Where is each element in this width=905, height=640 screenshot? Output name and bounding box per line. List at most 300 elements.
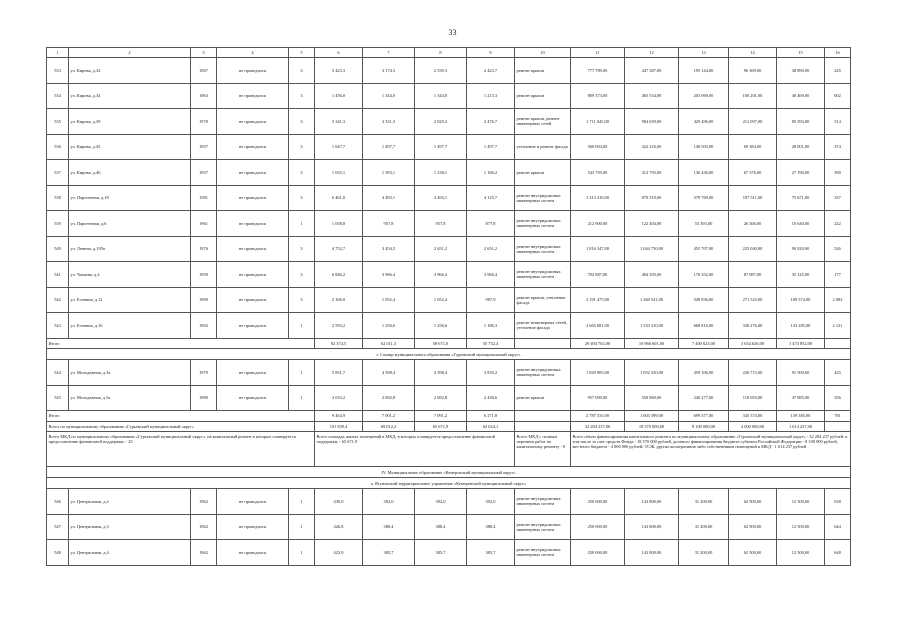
total-a8: 65 671,9 [415, 421, 467, 432]
local-cost: 62 500,00 [729, 540, 777, 566]
year-built: 1959 [191, 262, 217, 288]
total-cost: 957 690,00 [571, 385, 625, 411]
row-number: 537 [47, 160, 69, 186]
address: ул. Кирова, д.45 [69, 134, 191, 160]
column-number: 12 [625, 48, 679, 58]
summary-full-list: Всего МКД с полным перечнем работ по капитальному ремонту - 0 [515, 432, 571, 467]
owners-cost: 75 671,00 [777, 185, 825, 211]
cost-per-m2: 337 [825, 185, 851, 211]
repair-work-type: ремонт крыши [515, 83, 571, 109]
owners-cost: 85 593,00 [777, 109, 825, 135]
year-built: 1957 [191, 134, 217, 160]
area-9: 987,9 [467, 287, 515, 313]
fund-cost: 1 260 541,00 [625, 287, 679, 313]
fund-cost: 143 800,00 [625, 489, 679, 515]
area-9: 4 125,7 [467, 185, 515, 211]
total-a6: 9 464,9 [315, 411, 363, 422]
section-header [47, 349, 851, 360]
area-7: 388,4 [363, 514, 415, 540]
repair-work-type: ремонт крыши, утепление фасада [515, 287, 571, 313]
fund-cost: 1 533 310,00 [625, 313, 679, 339]
total-cost: 1 711 045,00 [571, 109, 625, 135]
section-title: а. Ягуновский территориальное управление «Кемеровский муниципальный округ» [47, 478, 851, 489]
area-8: 1 052,4 [415, 287, 467, 313]
area-8: 388,4 [415, 514, 467, 540]
year-built: 1978 [191, 109, 217, 135]
repair-status: не проводился [217, 185, 289, 211]
row-number: 542 [47, 287, 69, 313]
total-c13: 7 400 623,00 [679, 338, 729, 349]
table-row [47, 385, 851, 411]
section-header [47, 467, 851, 478]
address: ул. Парогенная, д.6 [69, 211, 191, 237]
local-cost: 100 201,00 [729, 83, 777, 109]
area-8: 1 256,6 [415, 313, 467, 339]
total-area: 1 647,7 [315, 134, 363, 160]
section-title: г. Салаир муниципального образования «Гурьевский муниципальный округ» [47, 349, 851, 360]
fund-cost: 465 534,00 [625, 83, 679, 109]
table-row [47, 514, 851, 540]
column-number: 5 [289, 48, 315, 58]
area-7: 2 692,8 [363, 385, 415, 411]
area-7: 1 497,7 [363, 134, 415, 160]
year-built: 1957 [191, 160, 217, 186]
floors: 1 [289, 514, 315, 540]
cost-per-m2: 602 [825, 83, 851, 109]
local-cost: 330 276,00 [729, 313, 777, 339]
area-9: 385,7 [467, 540, 515, 566]
total-area: 3 423,3 [315, 58, 363, 84]
area-8: 4 493,1 [415, 185, 467, 211]
floors: 3 [289, 134, 315, 160]
year-built: 1961 [191, 211, 217, 237]
area-9: 2 436,6 [467, 385, 515, 411]
total-cost: 2 191 475,00 [571, 287, 625, 313]
column-number-row [47, 48, 851, 58]
fund-cost: 143 800,00 [625, 540, 679, 566]
total-area: 2 166,0 [315, 287, 363, 313]
total-c12: 16 966 601,00 [625, 338, 679, 349]
address: ул. Ленина, д.195а [69, 236, 191, 262]
fund-cost: 447 387,00 [625, 58, 679, 84]
floors: 3 [289, 109, 315, 135]
subsection-header [47, 478, 851, 489]
local-cost: 62 500,00 [729, 514, 777, 540]
regional-cost: 455 707,00 [679, 236, 729, 262]
local-cost: 87 087,00 [729, 262, 777, 288]
local-cost: 118 659,00 [729, 385, 777, 411]
total-cost: 212 900,00 [571, 211, 625, 237]
table-row [47, 109, 851, 135]
area-8: 385,7 [415, 540, 467, 566]
repair-status: не проводился [217, 83, 289, 109]
column-number: 6 [315, 48, 363, 58]
area-8: 2 692,8 [415, 385, 467, 411]
floors: 1 [289, 540, 315, 566]
capital-repair-register-table [46, 47, 851, 566]
cost-per-m2: 222 [825, 211, 851, 237]
column-number: 10 [515, 48, 571, 58]
total-area: 1 058,8 [315, 211, 363, 237]
repair-status: не проводился [217, 287, 289, 313]
repair-status: не проводился [217, 313, 289, 339]
total-c13: 8 100 000,00 [679, 421, 729, 432]
owners-cost: 90 820,00 [777, 236, 825, 262]
table-row [47, 211, 851, 237]
total-empty-work [515, 421, 571, 432]
total-cost: 1 816 347,00 [571, 236, 625, 262]
total-c15: 139 385,00 [777, 411, 825, 422]
repair-work-type: ремонт внутридомовых инженерных систем [515, 540, 571, 566]
regional-cost: 176 352,00 [679, 262, 729, 288]
fund-cost: 312 793,00 [625, 160, 679, 186]
area-9: 1 497,7 [467, 134, 515, 160]
address: ул. Есенина, д.16 [69, 313, 191, 339]
total-cost: 560 004,00 [571, 134, 625, 160]
owners-cost: 12 500,00 [777, 489, 825, 515]
year-built: 1963 [191, 83, 217, 109]
total-row [47, 338, 851, 349]
total-cost: 1 313 410,00 [571, 185, 625, 211]
total-area: 423,9 [315, 540, 363, 566]
repair-work-type: ремонт внутридомовых инженерных систем [515, 236, 571, 262]
owners-cost: 35 145,00 [777, 262, 825, 288]
area-9: 392,0 [467, 489, 515, 515]
regional-cost: 379 769,00 [679, 185, 729, 211]
fund-cost: 143 800,00 [625, 514, 679, 540]
cost-per-m2: 2 082 [825, 287, 851, 313]
table-row [47, 489, 851, 515]
total-label: Итого [47, 411, 315, 422]
area-7: 392,0 [363, 489, 415, 515]
total-a8: 7 091,2 [415, 411, 467, 422]
repair-work-type: ремонт внутридомовых инженерных систем [515, 360, 571, 386]
year-built: 1979 [191, 360, 217, 386]
area-8: 2 539,3 [415, 58, 467, 84]
row-number: 545 [47, 385, 69, 411]
area-8: 957,8 [415, 211, 467, 237]
year-built: 1962 [191, 514, 217, 540]
total-c12: 1 603 399,00 [625, 411, 679, 422]
row-number: 540 [47, 236, 69, 262]
total-c11: 2 787 535,00 [571, 411, 625, 422]
total-cost: 2 665 681,00 [571, 313, 625, 339]
address: ул. Центральная, д.2 [69, 489, 191, 515]
area-9: 1 186,3 [467, 313, 515, 339]
total-c16: 781 [825, 411, 851, 422]
cost-per-m2: 245 [825, 58, 851, 84]
regional-cost: 240 277,00 [679, 385, 729, 411]
local-cost: 26 366,00 [729, 211, 777, 237]
cost-per-m2: 526 [825, 236, 851, 262]
total-a6: 92 374,5 [315, 338, 363, 349]
cost-per-m2: 648 [825, 540, 851, 566]
regional-cost: 459 106,00 [679, 360, 729, 386]
local-cost: 212 097,00 [729, 109, 777, 135]
area-9: 2 423,7 [467, 58, 515, 84]
total-area: 4 752,7 [315, 236, 363, 262]
row-number: 535 [47, 109, 69, 135]
area-9: 3 966,4 [467, 262, 515, 288]
repair-work-type: ремонт внутридомовых инженерных систем [515, 514, 571, 540]
row-number: 533 [47, 58, 69, 84]
total-area: 2 593,2 [315, 313, 363, 339]
local-cost: 62 500,00 [729, 489, 777, 515]
summary-area: Всего площадь жилых помещений в МКД, в которых планируется предоставление финансовой поддержки, - 65 671,9 [315, 432, 515, 467]
table-row [47, 262, 851, 288]
total-empty-work [515, 338, 571, 349]
address: ул. Кирова, д.39 [69, 109, 191, 135]
owners-cost: 27 190,00 [777, 160, 825, 186]
row-number: 539 [47, 211, 69, 237]
total-c16 [825, 421, 851, 432]
table-row [47, 313, 851, 339]
column-number: 8 [415, 48, 467, 58]
area-9: 3 835,2 [467, 360, 515, 386]
total-area: 5 831,7 [315, 360, 363, 386]
total-area: 426,8 [315, 514, 363, 540]
floors: 3 [289, 262, 315, 288]
address: ул. Кирова, д.32 [69, 58, 191, 84]
fund-cost: 984 659,00 [625, 109, 679, 135]
repair-status: не проводился [217, 58, 289, 84]
total-empty-work [515, 411, 571, 422]
repair-work-type: ремонт инженерных сетей, утепление фасада [515, 313, 571, 339]
floors: 1 [289, 385, 315, 411]
address: ул. Кирова, д.46 [69, 160, 191, 186]
regional-cost: 429 496,00 [679, 109, 729, 135]
local-cost: 187 511,00 [729, 185, 777, 211]
fund-cost: 122 404,00 [625, 211, 679, 237]
area-8: 3 966,4 [415, 262, 467, 288]
area-9: 2 476,7 [467, 109, 515, 135]
column-number: 7 [363, 48, 415, 58]
cost-per-m2: 644 [825, 514, 851, 540]
column-number: 3 [191, 48, 217, 58]
area-7: 3 966,4 [363, 262, 415, 288]
fund-cost: 550 869,00 [625, 385, 679, 411]
total-area: 430,0 [315, 489, 363, 515]
local-cost: 69 384,00 [729, 134, 777, 160]
total-cost: 250 000,00 [571, 540, 625, 566]
total-area: 1 635,1 [315, 160, 363, 186]
local-cost: 225 040,00 [729, 236, 777, 262]
total-a7: 69 012,2 [363, 421, 415, 432]
table-row [47, 360, 851, 386]
total-cost: 250 000,00 [571, 514, 625, 540]
table-row [47, 236, 851, 262]
municipality-total-row [47, 421, 851, 432]
column-number: 14 [729, 48, 777, 58]
owners-cost: 38 890,00 [777, 58, 825, 84]
area-8: 1 497,7 [415, 134, 467, 160]
total-c11: 29 494 702,00 [571, 338, 625, 349]
regional-cost: 136 436,00 [679, 160, 729, 186]
area-9: 877,8 [467, 211, 515, 237]
regional-cost: 53 393,00 [679, 211, 729, 237]
repair-status: не проводился [217, 160, 289, 186]
floors: 1 [289, 211, 315, 237]
column-number: 4 [217, 48, 289, 58]
regional-cost: 549 836,00 [679, 287, 729, 313]
total-c12: 18 570 000,00 [625, 421, 679, 432]
address: ул. Молодежная, д.5а [69, 385, 191, 411]
area-9: 388,4 [467, 514, 515, 540]
year-built: 1980 [191, 385, 217, 411]
total-a7: 7 001,2 [363, 411, 415, 422]
row-number: 541 [47, 262, 69, 288]
area-7: 1 256,6 [363, 313, 415, 339]
row-number: 536 [47, 134, 69, 160]
total-a7: 62 011,3 [363, 338, 415, 349]
total-label: Всего по муниципальному образованию «Гурьевский муниципальный округ» [47, 421, 315, 432]
repair-work-type: ремонт крыши, ремонт инженерных сетей [515, 109, 571, 135]
table-row [47, 58, 851, 84]
total-cost: 809 373,00 [571, 83, 625, 109]
floors: 3 [289, 58, 315, 84]
repair-status: не проводился [217, 385, 289, 411]
table-row [47, 160, 851, 186]
floors: 1 [289, 489, 315, 515]
repair-work-type: ремонт внутридомовых инженерных систем [515, 185, 571, 211]
row-number: 548 [47, 540, 69, 566]
fund-cost: 1 052 530,00 [625, 360, 679, 386]
page-number: 33 [448, 28, 457, 37]
total-cost: 543 795,00 [571, 160, 625, 186]
local-cost: 271 523,00 [729, 287, 777, 313]
area-9: 1 186,2 [467, 160, 515, 186]
row-number: 543 [47, 313, 69, 339]
repair-status: не проводился [217, 360, 289, 386]
total-a8: 58 671,0 [415, 338, 467, 349]
total-c16 [825, 338, 851, 349]
repair-work-type: ремонт внутридомовых инженерных систем [515, 211, 571, 237]
owners-cost: 109 574,00 [777, 287, 825, 313]
total-c13: 699 377,00 [679, 411, 729, 422]
year-built: 1962 [191, 489, 217, 515]
row-number: 538 [47, 185, 69, 211]
address: ул. Чапаева, д.4 [69, 262, 191, 288]
cost-per-m2: 374 [825, 134, 851, 160]
address: ул. Есенина, д.12 [69, 287, 191, 313]
column-number: 11 [571, 48, 625, 58]
address: ул. Центральная, д.4 [69, 540, 191, 566]
address: ул. Кирова, д.34 [69, 83, 191, 109]
area-8: 1 238,1 [415, 160, 467, 186]
address: ул. Молодежная, д.3а [69, 360, 191, 386]
area-7: 4 398,4 [363, 360, 415, 386]
year-built: 1992 [191, 313, 217, 339]
area-8: 1 344,0 [415, 83, 467, 109]
total-c14: 3 654 626,00 [729, 338, 777, 349]
year-built: 1962 [191, 540, 217, 566]
total-cost: 250 000,00 [571, 489, 625, 515]
repair-work-type: ремонт крыши [515, 385, 571, 411]
total-area: 1 456,0 [315, 83, 363, 109]
table-row [47, 185, 851, 211]
cost-per-m2: 514 [825, 109, 851, 135]
fund-cost: 870 519,00 [625, 185, 679, 211]
area-7: 957,8 [363, 211, 415, 237]
section-title: IV. Муниципальное образование «Кемеровский муниципальный округ» [47, 467, 851, 478]
repair-work-type: ремонт внутридомовых инженерных систем [515, 489, 571, 515]
regional-cost: 31 200,00 [679, 514, 729, 540]
total-c14: 345 374,00 [729, 411, 777, 422]
owners-cost: 12 500,00 [777, 514, 825, 540]
floors: 3 [289, 236, 315, 262]
area-7: 3 331,3 [363, 109, 415, 135]
area-7: 4 493,1 [363, 185, 415, 211]
total-area: 6 846,2 [315, 262, 363, 288]
repair-status: не проводился [217, 262, 289, 288]
repair-status: не проводился [217, 514, 289, 540]
total-c11: 32 284 237,00 [571, 421, 625, 432]
table-row [47, 287, 851, 313]
total-a9: 55 752,4 [467, 338, 515, 349]
total-label: Итого [47, 338, 315, 349]
total-area: 6 461,0 [315, 185, 363, 211]
owners-cost: 91 500,00 [777, 360, 825, 386]
row-number: 547 [47, 514, 69, 540]
floors: 1 [289, 313, 315, 339]
table-body [47, 48, 851, 566]
column-number: 16 [825, 48, 851, 58]
repair-work-type: ремонт крыши [515, 58, 571, 84]
owners-cost: 133 285,00 [777, 313, 825, 339]
cost-per-m2: 177 [825, 262, 851, 288]
floors: 3 [289, 185, 315, 211]
fund-cost: 404 303,00 [625, 262, 679, 288]
repair-status: не проводился [217, 489, 289, 515]
repair-work-type: утепление и ремонт фасада [515, 134, 571, 160]
row-number: 544 [47, 360, 69, 386]
total-cost: 702 887,00 [571, 262, 625, 288]
total-a6: 101 839,4 [315, 421, 363, 432]
year-built: 1990 [191, 287, 217, 313]
area-7: 1 052,4 [363, 287, 415, 313]
area-8: 2 651,2 [415, 236, 467, 262]
area-7: 3 174,3 [363, 58, 415, 84]
area-9: 2 651,2 [467, 236, 515, 262]
regional-cost: 668 816,00 [679, 313, 729, 339]
repair-work-type: ремонт крыши [515, 160, 571, 186]
area-9: 1 213,3 [467, 83, 515, 109]
repair-status: не проводился [217, 211, 289, 237]
owners-cost: 40 469,00 [777, 83, 825, 109]
local-cost: 226 715,00 [729, 360, 777, 386]
owners-cost: 47 885,00 [777, 385, 825, 411]
owners-cost: 28 001,00 [777, 134, 825, 160]
regional-cost: 31 200,00 [679, 540, 729, 566]
area-7: 1 344,0 [363, 83, 415, 109]
owners-cost: 10 640,00 [777, 211, 825, 237]
cost-per-m2: 425 [825, 360, 851, 386]
address: ул. Парогенная, д.18 [69, 185, 191, 211]
local-cost: 96 369,00 [729, 58, 777, 84]
area-8: 4 398,4 [415, 360, 467, 386]
year-built: 1976 [191, 236, 217, 262]
cost-per-m2: 638 [825, 489, 851, 515]
area-7: 3 454,5 [363, 236, 415, 262]
floors: 1 [289, 360, 315, 386]
column-number: 2 [69, 48, 191, 58]
repair-status: не проводился [217, 134, 289, 160]
regional-cost: 195 144,00 [679, 58, 729, 84]
total-c15: 1 474 852,00 [777, 338, 825, 349]
year-built: 1967 [191, 58, 217, 84]
total-row [47, 411, 851, 422]
regional-cost: 31 200,00 [679, 489, 729, 515]
